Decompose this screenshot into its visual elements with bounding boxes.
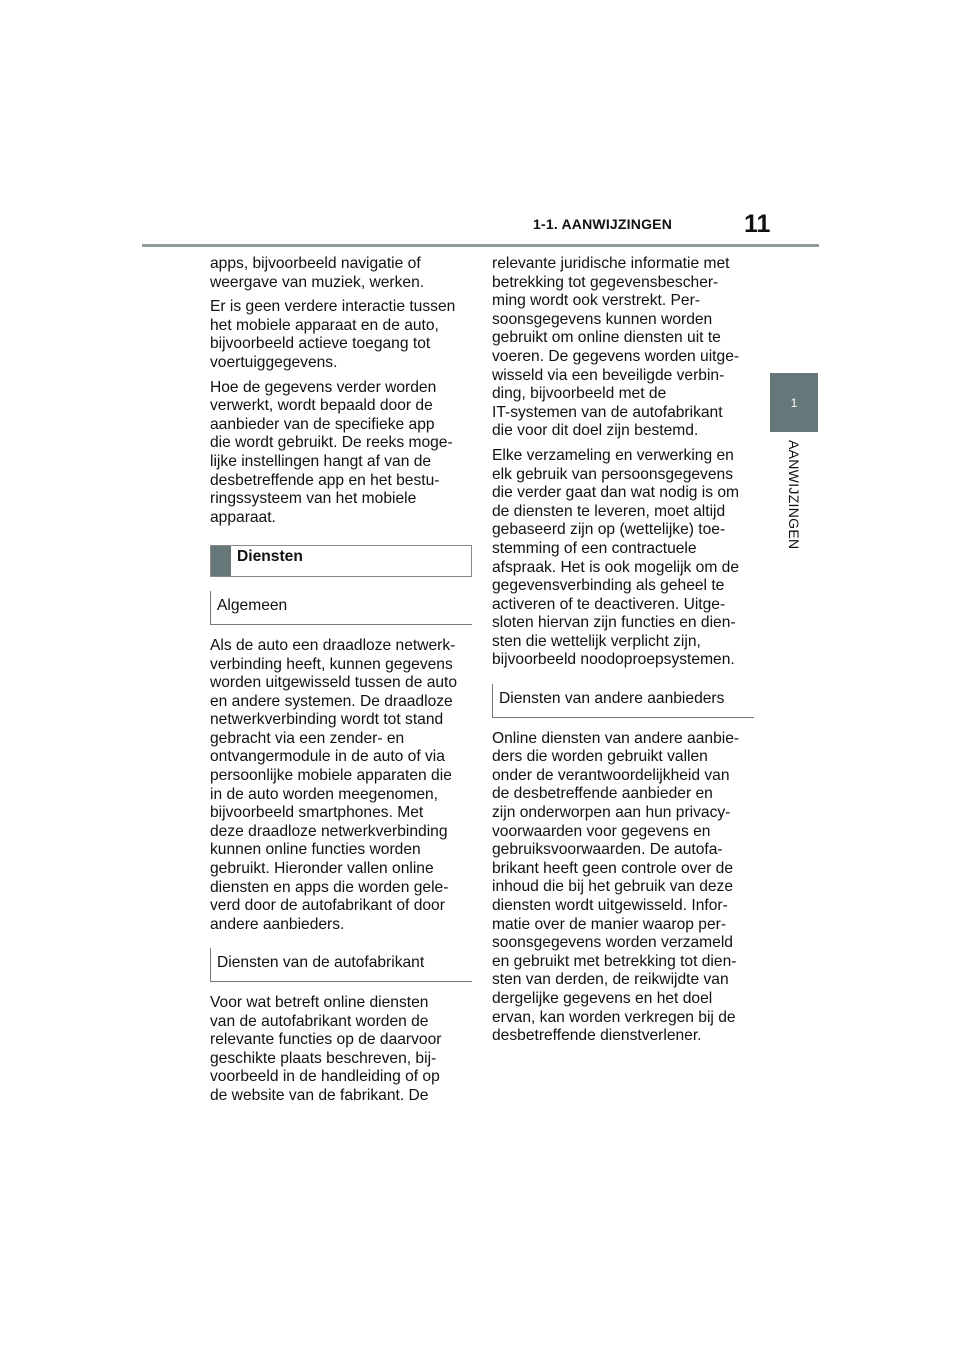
header-divider [142,244,819,247]
left-column [210,255,472,1112]
paragraph: apps, bijvoorbeeld navigatie of weergave van muziek, werken. [210,255,425,291]
subheading-autofabrikant: Diensten van de autofabrikant [210,948,472,982]
running-header-section: 1-1. AANWIJZINGEN [533,216,673,232]
paragraph: Er is geen verdere interactie tussen het mobiele apparaat en de auto, bijvoorbeeld actieve toegang tot voertuiggegevens. [210,298,456,371]
chapter-tab [770,373,818,432]
paragraph: Voor wat betreft online diensten van de autofabrikant worden de relevante functies op de daarvoor geschikte plaats beschreven, bij- voorbeeld in de handleiding of op de website van de fabrikant. De [210,994,442,1104]
chapter-tab-label: AANWIJZINGEN [786,440,802,550]
right-column [492,255,754,1052]
subheading-andere-aanbieders: Diensten van andere aanbieders [492,684,754,718]
paragraph: Elke verzameling en verwerking en elk gebruik van persoonsgegevens die verder gaat dan wat nodig is om de diensten te leveren, moet altijd gebaseerd zijn op (wettelijke) toe- stemming of een contractuele afspraak. Het is ook mogelijk om de gegevensverbinding als geheel te activeren of te deactiveren. Uitge- sloten hiervan zijn functies en dien- sten die wettelijk verplicht zijn, bijvoorbeeld noodoproepsystemen. [492,446,740,669]
chapter-tab-number: 1 [790,395,798,410]
paragraph: Hoe de gegevens verder worden verwerkt, wordt bepaald door de aanbieder van de specifieke app die wordt gebruikt. De reeks moge- lijke instellingen hangt af van de desbetreffende app en het bestu- ringssysteem van het mobiele apparaat. [210,378,453,526]
paragraph: Als de auto een draadloze netwerk- verbinding heeft, kunnen gegevens worden uitgewisseld tussen de auto en andere systemen. De draadloze netwerkverbinding wordt tot stand gebracht via een zender- en ontvangermodule in de auto of via persoonlijke mobiele apparaten die in de auto worden meegenomen, bijvoorbeeld smartphones. Met deze draadloze netwerkverbinding kunnen online functies worden gebruikt. Hieronder vallen online diensten en apps die worden gele- verd door de autofabrikant of door andere aanbieders. [210,636,458,933]
paragraph: Online diensten van andere aanbie- ders die worden gebruikt vallen onder de verantwoordelijkheid van de desbetreffende aanbieder en zijn onderworpen aan hun privacy- voorwaarden voor gegevens en gebruiksvoorwaarden. De autofa- brikant heeft geen controle over de inhoud die bij het gebruik van deze diensten wordt uitgewisseld. Infor- matie over de manier waarop per- soonsgegevens worden verzameld en gebruikt met betrekking tot dien- sten van derden, de reikwijdte van dergelijke gegevens en het doel ervan, kan worden verkregen bij de desbetreffende dienstverlener. [492,729,740,1045]
section-heading-diensten [210,545,472,577]
section-heading-marker [211,546,231,576]
subheading-algemeen: Algemeen [210,591,472,625]
section-heading-text: Diensten [237,548,303,566]
paragraph: relevante juridische informatie met betrekking tot gegevensbescher- ming wordt ook verstrekt. Per- soonsgegevens kunnen worden gebruikt om online diensten uit te voeren. De gegevens worden uitge- wisseld via een beveiligde verbin- ding, bijvoorbeeld met de IT-systemen van de autofabrikant die voor dit doel zijn bestemd. [492,255,740,440]
page-number: 11 [744,210,771,238]
